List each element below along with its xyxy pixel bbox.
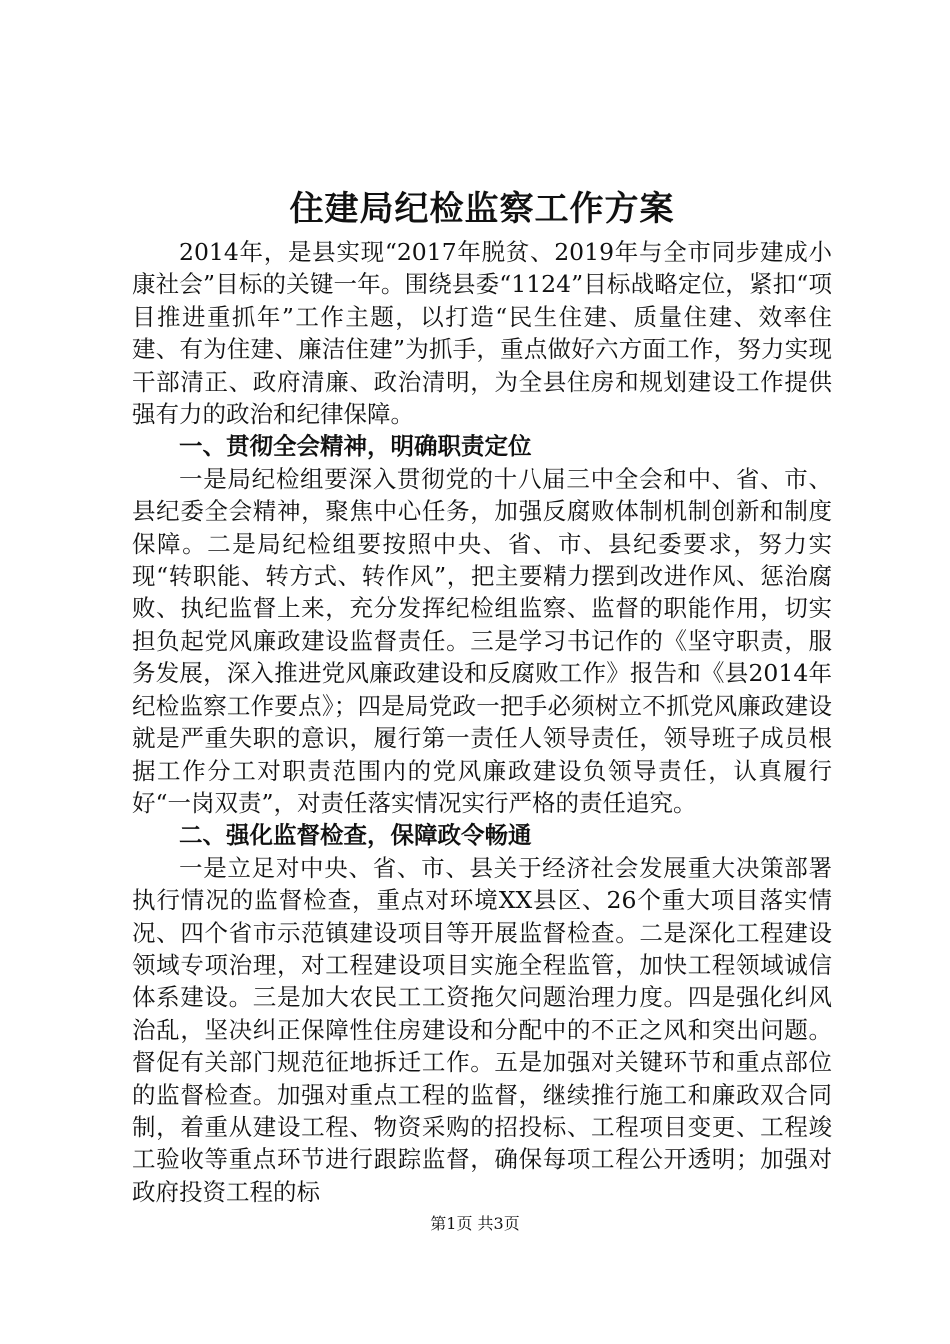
section-body-2: 一是立足对中央、省、市、县关于经济社会发展重大决策部署执行情况的监督检查，重点对环境XX县区、26个重大项目落实情况、四个省市示范镇建设项目等开展监督检查。二是深化工程建设领域专项治理，对工程建设项目实施全程监管，加快工程领域诚信体系建设。三是加大农民工工资拖欠问题治理力度。四是强化纠风治乱，坚决纠正保障性住房建设和分配中的不正之风和突出问题。督促有关部门规范征地拆迁工作。五是加强对关键环节和重点部位的监督检查。加强对重点工程的监督，继续推行施工和廉政双合同制，着重从建设工程、物资采购的招投标、工程项目变更、工程竣工验收等重点环节进行跟踪监督，确保每项工程公开透明；加强对政府投资工程的标 (132, 853, 832, 1206)
document-page (132, 184, 832, 1208)
page-footer: 第1页 共3页 (430, 1214, 520, 1233)
section-body-1: 一是局纪检组要深入贯彻党的十八届三中全会和中、省、市、县纪委全会精神，聚焦中心任务，加强反腐败体制机制创新和制度保障。二是局纪检组要按照中央、省、市、县纪委要求，努力实现“转职能、转方式、转作风”，把主要精力摆到改进作风、惩治腐败、执纪监督上来，充分发挥纪检组监察、监督的职能作用，切实担负起党风廉政建设监督责任。三是学习书记作的《坚守职责，服务发展，深入推进党风廉政建设和反腐败工作》报告和《县2014年纪检监察工作要点》；四是局党政一把手必须树立不抓党风廉政建设就是严重失职的意识，履行第一责任人领导责任，领导班子成员根据工作分工对职责范围内的党风廉政建设负领导责任，认真履行好“一岗双责”，对责任落实情况实行严格的责任追究。 (132, 464, 832, 817)
section-heading-2: 二、强化监督检查，保障政令畅通 (179, 821, 532, 850)
section-heading-1: 一、贯彻全会精神，明确职责定位 (179, 432, 532, 461)
document-title: 住建局纪检监察工作方案 (289, 189, 675, 229)
intro-paragraph: 2014年，是县实现“2017年脱贫、2019年与全市同步建成小康社会”目标的关键一年。围绕县委“1124”目标战略定位，紧扣“项目推进重抓年”工作主题，以打造“民生住建、质量住建、效率住建、有为住建、廉洁住建”为抓手，重点做好六方面工作，努力实现干部清正、政府清廉、政治清明，为全县住房和规划建设工作提供强有力的政治和纪律保障。 (132, 238, 832, 429)
